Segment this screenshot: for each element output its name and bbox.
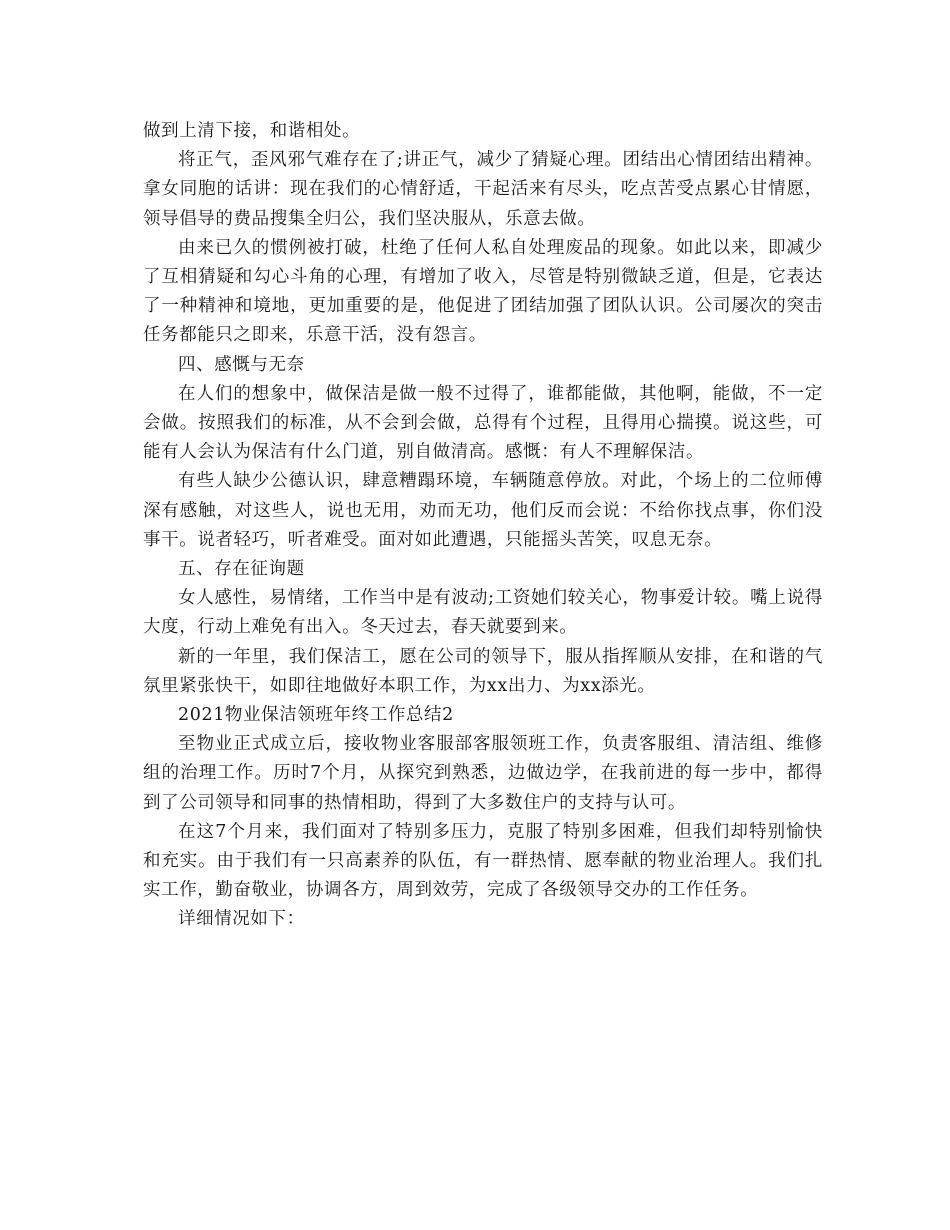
paragraph-13: 详细情况如下： [178,909,305,930]
paragraph-12: 在这7个月来，我们面对了特别多压力，克服了特别多困难，但我们却特别愉快和充实。由于我们有一只高素养的队伍，有一群热情、愿奉献的物业治理人。我们扎实工作，勤奋敬业，协调各方，周到效劳，完成了各级领导交办的工作任务。 [143,821,823,901]
document-body [143,117,823,935]
paragraph-9: 新的一年里，我们保洁工，愿在公司的领导下，服从指挥顺从安排，在和谐的气氛里紧张快干，如即往地做好本职工作，为xx出力、为xx添光。 [143,646,823,696]
paragraph-6: 有些人缺少公德认识，肆意糟蹋环境，车辆随意停放。对此，个场上的二位师傅深有感触，对这些人，说也无用，劝而无功，他们反而会说：不给你找点事，你们没事干。说者轻巧，听者难受。面对如此遭遇，只能摇头苦笑，叹息无奈。 [143,471,823,550]
section-heading-5: 五、存在征询题 [178,559,305,580]
paragraph-8: 女人感性，易情绪，工作当中是有波动;工资她们较关心，物事爱计较。嘴上说得大度，行动上难免有出入。冬天过去，春天就要到来。 [143,588,823,638]
document-subtitle: 2021物业保洁领班年终工作总结2 [178,705,454,726]
paragraph-3: 由来已久的惯例被打破，杜绝了任何人私自处理废品的现象。如此以来，即减少了互相猜疑和勾心斗角的心理，有增加了收入，尽管是特别微缺乏道，但是，它表达了一种精神和境地，更加重要的是，他促进了团结加强了团队认识。公司屡次的突击任务都能只之即来，乐意干活，没有怨言。 [143,237,823,346]
paragraph-5: 在人们的想象中，做保洁是做一般不过得了，谁都能做，其他啊，能做，不一定会做。按照我们的标准，从不会到会做，总得有个过程，且得用心揣摸。说这些，可能有人会认为保洁有什么门道，别自做清高。感慨：有人不理解保洁。 [143,383,823,463]
paragraph-2: 将正气，歪风邪气难存在了;讲正气，减少了猜疑心理。团结出心情团结出精神。拿女同胞的话讲：现在我们的心情舒适，干起活来有尽头，吃点苦受点累心甘情愿，领导倡导的费品搜集全归公，我们坚决服从，乐意去做。 [143,150,823,229]
section-heading-4: 四、感慨与无奈 [178,354,305,375]
paragraph-1: 做到上清下接，和谐相处。 [143,121,361,141]
paragraph-11: 至物业正式成立后，接收物业客服部客服领班工作，负责客服组、清洁组、维修组的治理工作。历时7个月，从探究到熟悉，边做边学，在我前进的每一步中，都得到了公司领导和同事的热情相助，得到了大多数住户的支持与认可。 [143,734,823,813]
